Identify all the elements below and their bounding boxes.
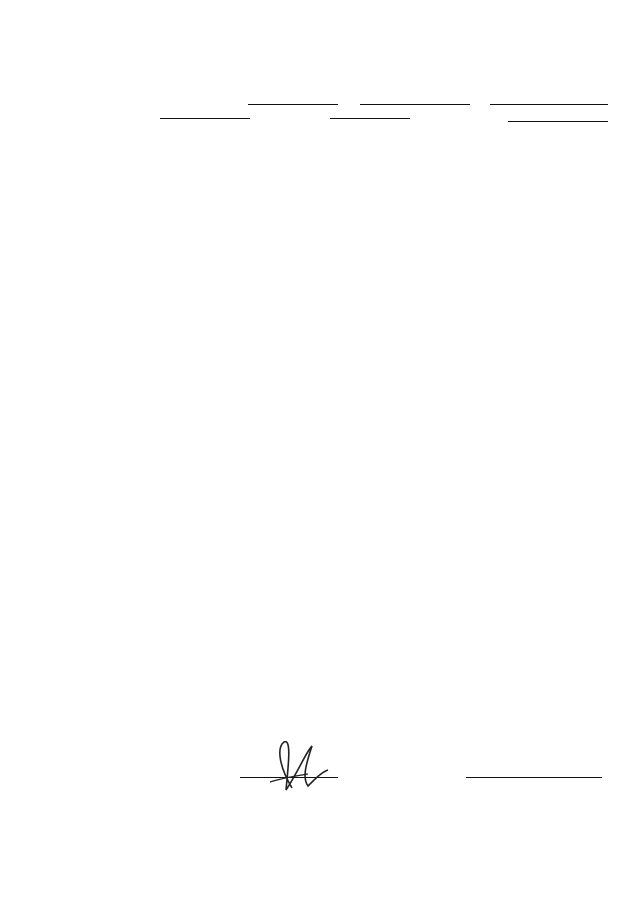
handwritten-signature	[262, 738, 332, 796]
